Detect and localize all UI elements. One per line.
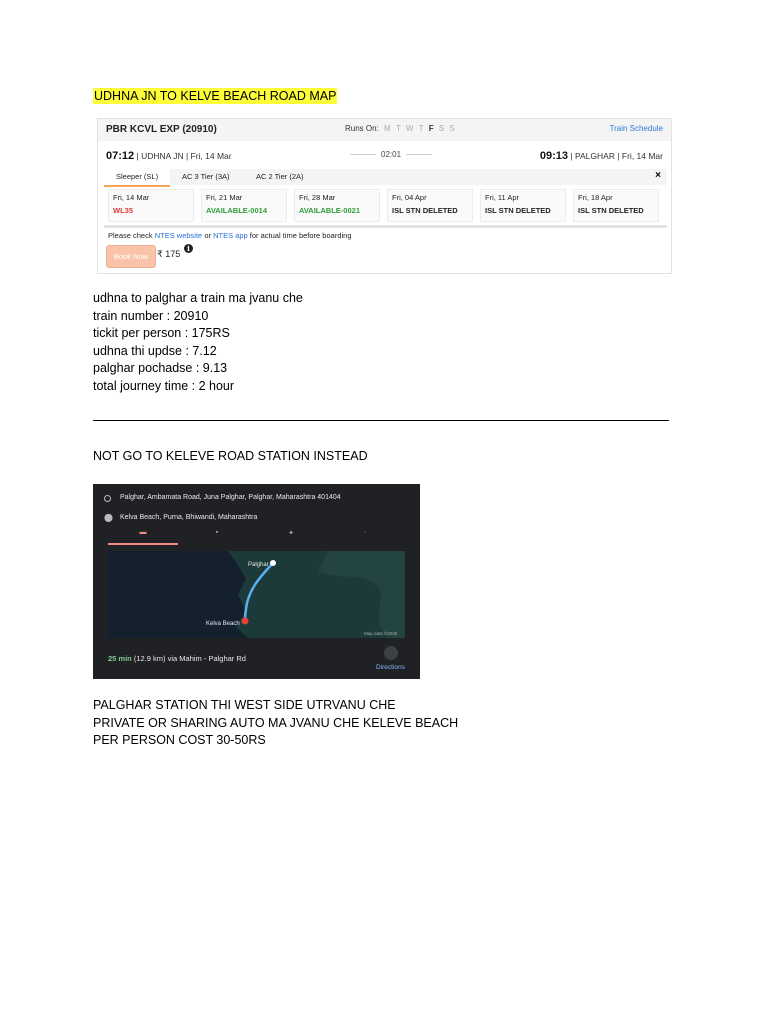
divider	[93, 420, 669, 421]
train-name: PBR KCVL EXP (20910)	[106, 124, 217, 135]
ntes-note	[108, 231, 352, 240]
arrival	[540, 150, 663, 162]
availability-date: Fri, 14 Mar	[113, 193, 150, 202]
details-block	[93, 290, 303, 395]
walk-mode-icon[interactable]: ✦	[288, 530, 294, 537]
ntes-app-link[interactable]: NTES app	[213, 231, 248, 240]
detail-line: tickit per person : 175RS	[93, 326, 230, 340]
tab-sleeper[interactable]: Sleeper (SL)	[104, 169, 170, 187]
footer-line: PRIVATE OR SHARING AUTO MA JVANU CHE KELEVE BEACH	[93, 715, 459, 730]
availability-cell[interactable]	[201, 189, 287, 222]
availability-date: Fri, 28 Mar	[299, 193, 336, 202]
map-label-kelva: Kelva Beach	[206, 621, 240, 627]
journey-duration	[345, 150, 437, 159]
availability-status: WL35	[113, 206, 134, 215]
directions-button[interactable]: Directions	[376, 664, 405, 671]
availability-cell[interactable]	[573, 189, 659, 222]
ntes-website-link[interactable]: NTES website	[154, 231, 203, 240]
run-day: S	[438, 124, 445, 133]
map-label-palghar: Palghar	[248, 562, 269, 568]
availability-status: ISL STN DELETED	[392, 206, 458, 215]
availability-date: Fri, 18 Apr	[578, 193, 613, 202]
detail-line: total journey time : 2 hour	[93, 378, 235, 393]
availability-date: Fri, 11 Apr	[485, 193, 520, 202]
class-tabs	[104, 169, 667, 185]
departure-time: 07:12	[106, 150, 135, 162]
eta-detail: (12.9 km) via Mahim - Palghar Rd	[131, 654, 246, 663]
transit-mode-icon[interactable]: ▪	[215, 529, 219, 536]
note-text: Please check	[108, 231, 155, 240]
footer-block	[93, 697, 458, 750]
footer-line: PER PERSON COST 30-50RS	[93, 733, 266, 747]
dates-scrollbar[interactable]	[104, 225, 667, 228]
tab-ac2[interactable]: AC 2 Tier (2A)	[256, 172, 304, 181]
run-day: S	[449, 124, 455, 133]
fare-price: ₹ 175	[157, 249, 181, 259]
destination-address[interactable]: Kelva Beach, Purna, Bhiwandi, Maharashtra	[120, 514, 258, 521]
run-day: T	[395, 124, 401, 133]
availability-date: Fri, 21 Mar	[206, 193, 243, 202]
origin-dot-icon	[104, 495, 111, 502]
travel-modes	[108, 529, 406, 545]
availability-status: ISL STN DELETED	[578, 206, 644, 215]
availability-status: AVAILABLE-0014	[206, 206, 267, 215]
train-schedule-link[interactable]: Train Schedule	[609, 124, 663, 133]
car-mode-icon[interactable]: ▬	[108, 529, 178, 545]
runs-on-label: Runs On:	[345, 124, 379, 133]
book-now-button[interactable]: Book Now	[106, 245, 156, 268]
detail-line: udhna to palghar a train ma jvanu che	[93, 291, 303, 305]
runs-on	[345, 124, 455, 133]
origin-address[interactable]: Palghar, Ambamata Road, Juna Palghar, Palghar, Maharashtra 401404	[120, 494, 341, 501]
run-day: T	[418, 124, 424, 133]
tab-ac3[interactable]: AC 3 Tier (3A)	[182, 172, 230, 181]
run-day: F	[428, 124, 434, 133]
note-text: or	[202, 231, 214, 240]
close-icon[interactable]: ×	[655, 170, 661, 181]
arrival-station: | PALGHAR | Fri, 14 Mar	[568, 151, 663, 161]
note-text: for actual time before boarding	[247, 231, 352, 240]
directions-icon[interactable]	[384, 646, 398, 660]
availability-status: AVAILABLE-0021	[299, 206, 360, 215]
train-card	[97, 118, 672, 274]
detail-line: udhna thi updse : 7.12	[93, 343, 217, 358]
duration-text: 02:01	[381, 150, 402, 159]
run-day: M	[384, 124, 391, 133]
instead-line: NOT GO TO KELEVE ROAD STATION INSTEAD	[93, 449, 368, 463]
info-icon[interactable]: i	[184, 244, 193, 253]
map-screenshot	[93, 484, 420, 679]
origin-marker-icon	[270, 560, 276, 566]
availability-cell[interactable]	[480, 189, 566, 222]
detail-line: palghar pochadse : 9.13	[93, 361, 228, 375]
destination-marker-icon	[242, 618, 249, 625]
run-day: W	[405, 124, 414, 133]
detail-line: train number : 20910	[93, 308, 209, 323]
map-data-credit: Map data ©2025	[364, 631, 398, 636]
destination-pin-icon: ⬤	[104, 513, 113, 522]
departure-station: | UDHNA JN | Fri, 14 Mar	[134, 151, 232, 161]
footer-line: PALGHAR STATION THI WEST SIDE UTRVANU CHE	[93, 698, 396, 712]
availability-cell[interactable]	[387, 189, 473, 222]
route-map[interactable]	[108, 551, 405, 638]
availability-dates	[108, 189, 666, 222]
bike-mode-icon[interactable]: ·	[363, 529, 367, 536]
availability-cell[interactable]	[294, 189, 380, 222]
availability-status: ISL STN DELETED	[485, 206, 551, 215]
page-heading: UDHNA JN TO KELVE BEACH ROAD MAP	[94, 89, 337, 103]
route-summary	[108, 654, 246, 663]
eta-time: 25 min	[108, 654, 132, 663]
availability-cell[interactable]	[108, 189, 194, 222]
arrival-time: 09:13	[539, 150, 569, 162]
departure	[106, 150, 232, 162]
availability-date: Fri, 04 Apr	[392, 193, 427, 202]
